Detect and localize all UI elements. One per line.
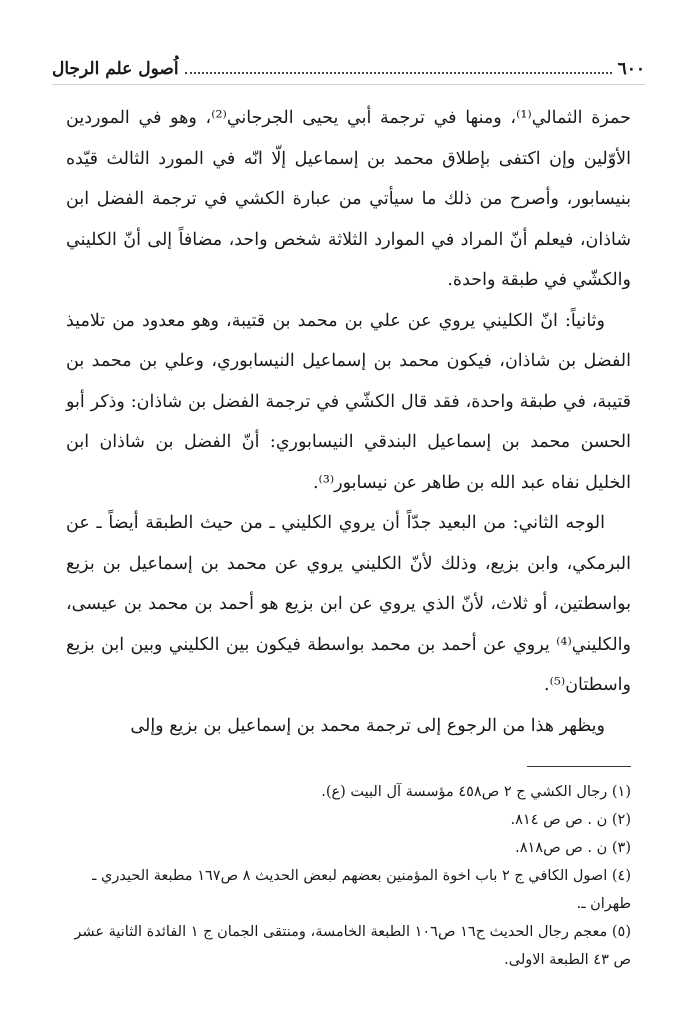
paragraph-4: ويظهر هذا من الرجوع إلى ترجمة محمد بن إسماعيل بن بزيع وإلى <box>130 715 605 736</box>
footnotes <box>66 778 631 974</box>
paragraph-1: حمزة الثمالي⁽¹⁾، ومنها في ترجمة أبي يحيى الجرجاني⁽²⁾، وهو في الموردين الأوّلين وإن اكتفى بإطلاق محمد بن إسماعيل إلّا انّه في المورد الثالث قيّده بنيسابور، وأصرح من ذلك ما سيأتي من عبارة الكشي في ترجمة الفضل ابن شاذان، فيعلم أنّ المراد في الموارد الثلاثة شخص واحد، مضافاً إلى أنّ الكليني والكشّي في طبقة واحدة. <box>66 108 631 290</box>
footnote-1: (١) رجال الكشي ج ٢ ص٤٥٨ مؤسسة آل البيت (ع). <box>321 784 631 800</box>
footnote-5: (٥) معجم رجال الحديث ج١٦ ص١٠٦ الطبعة الخامسة، ومنتقى الجمان ج ١ الفائدة الثانية عشر ص ٤٣ الطبعة الاولى. <box>74 924 631 968</box>
page-number: ٦٠٠ <box>617 59 645 79</box>
running-title: اُصول علم الرجال <box>52 59 179 79</box>
paragraph-3: الوجه الثاني: من البعيد جدّاً أن يروي الكليني ـ من حيث الطبقة أيضاً ـ عن البرمكي، وابن بزيع، وذلك لأنّ الكليني يروي عن محمد بن إسماعيل بن بزيع بواسطتين، أو ثلاث، لأنّ الذي يروي عن ابن بزيع هو أحمد بن محمد بن عيسى، والكليني⁽⁴⁾ يروي عن أحمد بن محمد بواسطة فيكون بين الكليني وبين ابن بزيع واسطتان⁽⁵⁾. <box>66 513 631 695</box>
running-header <box>52 54 645 85</box>
main-text <box>66 98 631 746</box>
header-dot-leader <box>185 72 612 74</box>
footnote-4: (٤) اصول الكافي ج ٢ باب اخوة المؤمنين بعضهم لبعض الحديث ٨ ص١٦٧ مطبعة الحيدري ـ طهران ـ. <box>92 868 631 912</box>
footnote-separator <box>527 766 631 767</box>
footnote-2: (٢) ن . ص ص ٨١٤. <box>510 812 631 828</box>
paragraph-2: وثانياً: انّ الكليني يروي عن علي بن محمد بن قتيبة، وهو معدود من تلاميذ الفضل بن شاذان، فيكون محمد بن إسماعيل النيسابوري، وعلي بن محمد بن قتيبة، في طبقة واحدة، فقد قال الكشّي في ترجمة الفضل بن شاذان: وذكر أبو الحسن محمد بن إسماعيل البندقي النيسابوري: أنّ الفضل بن شاذان ابن الخليل نفاه عبد الله بن طاهر عن نيسابور⁽³⁾. <box>66 310 631 493</box>
footnote-3: (٣) ن . ص ص٨١٨. <box>515 840 631 856</box>
